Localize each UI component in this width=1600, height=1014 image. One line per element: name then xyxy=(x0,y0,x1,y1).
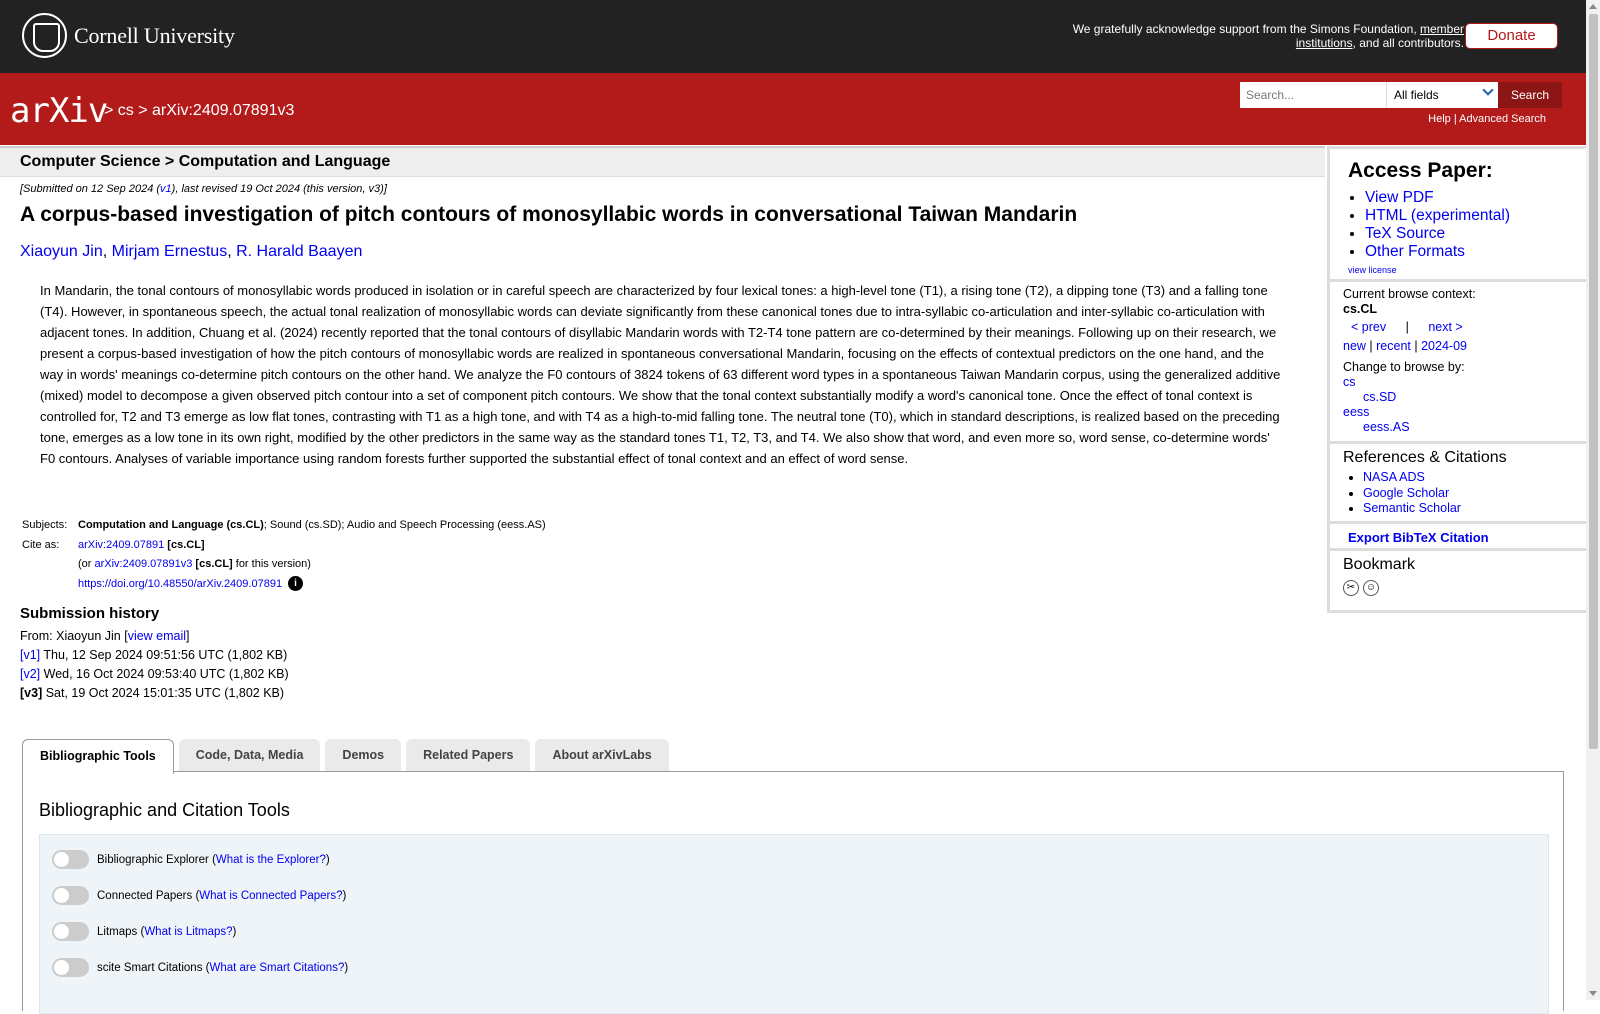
breadcrumb: > cs > arXiv:2409.07891v3 xyxy=(104,102,295,119)
donate-button[interactable]: Donate xyxy=(1465,23,1558,49)
breadcrumb-paper-id: arXiv:2409.07891v3 xyxy=(152,102,295,119)
tool-row: Bibliographic Explorer ( What is the Explorer? ) xyxy=(52,850,330,869)
view-pdf-link[interactable]: View PDF xyxy=(1365,189,1434,206)
other-formats-link[interactable]: Other Formats xyxy=(1365,243,1465,260)
chevron-down-icon xyxy=(1482,84,1493,95)
cite-link[interactable]: arXiv:2409.07891 xyxy=(78,538,165,551)
abstract: In Mandarin, the tonal contours of monosyllabic words produced in isolation or in careful speech are characterized by four lexical tones: a high-level tone (T1), a rising tone (T2), a dipping tone (T3) and a falling tone (T4). However, in spontaneous speech, the actual tonal realization of monosyllabic words can deviate significantly from these canonical tones due to intra-syllabic co-articulation and inter-syllabic co-articulation with adjacent tones. In addition, Chuang et al. (2024) recently reported that the tonal contours of disyllabic Mandarin words with T2-T4 tone pattern are co-determined by their meanings. Following up on their research, we present a corpus-based investigation of how the pitch contours of monosyllabic words are realized in spontaneous conversational Mandarin, focusing on the effects of contextual predictors on the one hand, and the way in words' meanings co-determine pitch contours on the other hand. We analyze the F0 contours of 3824 tokens of 63 different word types in a spontaneous Taiwan Mandarin corpus, using the generalized additive (mixed) model to decompose a given observed pitch contour into a set of component pitch contours. We show that the tonal context substantially modify a word's canonical tone. Once the effect of tonal context is controlled for, T2 and T3 emerge as low flat tones, contrasting with T1 as a high tone, and with T4 as a high-to-mid falling tone. The neutral tone (T0), which in standard descriptions, is realized based on the preceding tone, emerges as a low tone in its own right, modified by the other predictors in the same way as the standard tones T1, T2, T3, and T4. We also show that word, and even more so, word sense, co-determine words' F0 contours. Analyses of variable importance using random forests further supported the substantial effect of tonal context and an effect of word sense. xyxy=(40,283,1281,466)
arxiv-header xyxy=(0,73,1586,145)
arxiv-logo[interactable]: arXiv xyxy=(10,91,108,131)
cornell-seal-icon xyxy=(22,13,67,58)
context-value: cs.CL xyxy=(1343,302,1378,316)
search-input[interactable]: Search... xyxy=(1240,82,1386,108)
scroll-thumb[interactable] xyxy=(1589,14,1598,749)
nasa-ads-link[interactable]: NASA ADS xyxy=(1363,470,1425,484)
references-title: References & Citations xyxy=(1343,449,1507,466)
advanced-search-link[interactable]: Advanced Search xyxy=(1459,113,1546,125)
help-link[interactable]: Help xyxy=(1428,113,1451,125)
author-link[interactable]: R. Harald Baayen xyxy=(236,243,363,260)
references-box xyxy=(1330,444,1586,524)
connected-papers-toggle[interactable] xyxy=(52,886,89,905)
view-license-link[interactable]: view license xyxy=(1348,265,1397,275)
connected-papers-info-link[interactable]: What is Connected Papers? xyxy=(199,889,343,902)
panel-title: Bibliographic and Citation Tools xyxy=(39,800,290,820)
tool-row: scite Smart Citations ( What are Smart Citations? ) xyxy=(52,958,348,977)
help-links: Help | Advanced Search xyxy=(1428,113,1546,125)
labs-tabs xyxy=(22,739,669,774)
cite-version-link[interactable]: arXiv:2409.07891v3 xyxy=(94,558,193,570)
new-link[interactable]: new xyxy=(1343,339,1366,353)
tex-source-link[interactable]: TeX Source xyxy=(1365,225,1446,242)
subject-header xyxy=(0,146,1325,177)
support-text: We gratefully acknowledge support from the Simons Foundation, member institutions, and all contributors. xyxy=(1072,22,1464,50)
author-link[interactable]: Mirjam Ernestus xyxy=(111,243,228,260)
browse-cs-link[interactable]: cs xyxy=(1343,375,1356,389)
export-bibtex-link[interactable]: Export BibTeX Citation xyxy=(1348,530,1489,545)
cornell-logo-link[interactable] xyxy=(22,13,235,58)
tool-row: Litmaps ( What is Litmaps? ) xyxy=(52,922,236,941)
browse-eess-link[interactable]: eess xyxy=(1343,405,1370,419)
submission-history: From: Xiaoyun Jin [view email] [v1] Thu, 12 Sep 2024 09:51:56 UTC (1,802 KB) [v2] Wed, 16 Oct 2024 09:53:40 UTC (1,802 KB) [v3] Sat, 19 Oct 2024 15:01:35 UTC (1,802 KB) xyxy=(20,627,289,703)
search-bar xyxy=(1240,82,1562,108)
subjects-value: Computation and Language (cs.CL); Sound (cs.SD); Audio and Speech Processing (eess.AS) xyxy=(78,519,546,531)
version-row: [v2] Wed, 16 Oct 2024 09:53:40 UTC (1,802 KB) xyxy=(20,667,289,681)
sidebar xyxy=(1327,146,1586,613)
page-scrollbar[interactable] xyxy=(1586,0,1600,1000)
next-link[interactable]: next > xyxy=(1428,320,1463,334)
bookmark-box xyxy=(1330,551,1586,596)
scite-toggle[interactable] xyxy=(52,958,89,977)
search-button[interactable]: Search xyxy=(1498,82,1562,108)
google-scholar-link[interactable]: Google Scholar xyxy=(1363,485,1450,500)
browse-eess-as-link[interactable]: eess.AS xyxy=(1363,420,1410,434)
version-row: [v3] Sat, 19 Oct 2024 15:01:35 UTC (1,802 KB) xyxy=(20,686,285,700)
tool-row: Connected Papers ( What is Connected Papers? ) xyxy=(52,886,346,905)
breadcrumb-cs[interactable]: cs xyxy=(117,102,134,119)
tools-box xyxy=(39,834,1549,1014)
browse-context-box: Current browse context: cs.CL < prev | next > new | recent | 2024-09 Change to browse by: cs cs.SD eess eess.AS xyxy=(1330,282,1586,444)
version-row: [v1] Thu, 12 Sep 2024 09:51:56 UTC (1,802 KB) xyxy=(20,648,288,662)
submission-history-title: Submission history xyxy=(20,605,160,622)
cite-label: Cite as: xyxy=(22,538,60,551)
tab-bibliographic-tools[interactable]: Bibliographic Tools xyxy=(22,739,174,774)
cornell-header xyxy=(0,0,1586,73)
doi-link[interactable]: https://doi.org/10.48550/arXiv.2409.07891 xyxy=(78,577,283,590)
version-v1-link[interactable]: [v1] xyxy=(20,648,41,662)
author-list: Xiaoyun Jin, Mirjam Ernestus, R. Harald Baayen xyxy=(20,243,363,260)
html-link[interactable]: HTML (experimental) xyxy=(1365,207,1510,224)
metadata-table: Subjects: Computation and Language (cs.CL); Sound (cs.SD); Audio and Speech Processing (eess.AS) Cite as: arXiv:2409.07891 [cs.CL] (or arXiv:2409.07891v3 [cs.CL] for this version) https://doi.org/10.48550/arXiv.2409.07891 i xyxy=(22,516,546,594)
bookmark-title: Bookmark xyxy=(1343,556,1416,573)
paper-title: A corpus-based investigation of pitch contours of monosyllabic words in conversational Taiwan Mandarin xyxy=(20,203,1078,226)
subject-title: Computer Science > Computation and Language xyxy=(20,153,391,170)
member-institutions-link[interactable]: member institutions xyxy=(1295,22,1464,50)
version-v3-current: [v3] xyxy=(20,686,43,700)
browse-cs-sd-link[interactable]: cs.SD xyxy=(1363,390,1397,404)
scroll-down-icon[interactable] xyxy=(1589,991,1597,996)
submission-dateline: [Submitted on 12 Sep 2024 (v1), last revised 19 Oct 2024 (this version, v3)] xyxy=(20,183,387,195)
dateline-v1-link[interactable]: v1 xyxy=(160,183,172,195)
bibtex-box xyxy=(1330,524,1586,551)
version-v2-link[interactable]: [v2] xyxy=(20,667,41,681)
prev-link[interactable]: < prev xyxy=(1351,320,1387,334)
tab-code-data-media[interactable]: Code, Data, Media xyxy=(179,739,321,772)
explorer-info-link[interactable]: What is the Explorer? xyxy=(215,853,326,866)
semantic-scholar-link[interactable]: Semantic Scholar xyxy=(1363,501,1461,515)
tab-panel xyxy=(22,771,1564,1011)
recent-link[interactable]: recent xyxy=(1376,339,1411,353)
tab-about-arxivlabs[interactable]: About arXivLabs xyxy=(535,739,668,772)
explorer-toggle[interactable] xyxy=(52,850,89,869)
bibsonomy-icon[interactable]: ✂ xyxy=(1343,580,1359,596)
university-name: Cornell University xyxy=(74,22,235,48)
litmaps-info-link[interactable]: What is Litmaps? xyxy=(144,925,233,938)
tab-demos[interactable]: Demos xyxy=(325,739,401,772)
scite-info-link[interactable]: What are Smart Citations? xyxy=(209,961,345,974)
litmaps-toggle[interactable] xyxy=(52,922,89,941)
month-link[interactable]: 2024-09 xyxy=(1421,339,1467,353)
reddit-icon[interactable]: ☺ xyxy=(1363,580,1379,596)
author-link[interactable]: Xiaoyun Jin xyxy=(20,243,103,260)
scroll-up-icon[interactable] xyxy=(1589,4,1597,9)
subjects-label: Subjects: xyxy=(22,519,68,531)
access-paper-title: Access Paper: xyxy=(1348,159,1493,182)
view-email-link[interactable]: view email xyxy=(127,629,187,643)
tab-related-papers[interactable]: Related Papers xyxy=(406,739,530,772)
search-field-select[interactable]: All fields xyxy=(1386,82,1498,108)
info-icon[interactable]: i xyxy=(288,576,303,591)
access-paper-box xyxy=(1330,149,1586,282)
